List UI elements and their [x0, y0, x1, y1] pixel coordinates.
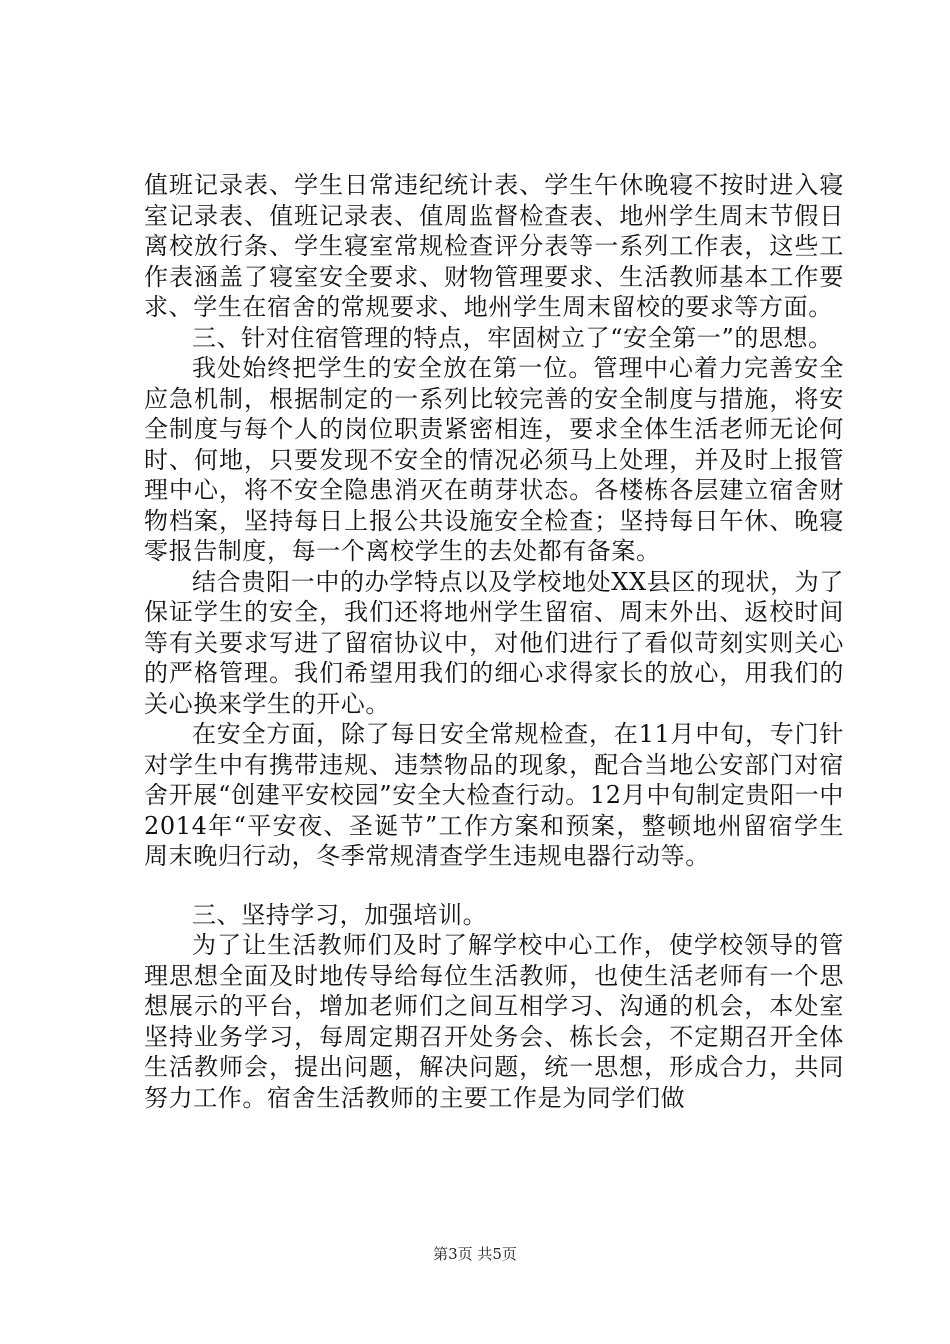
paragraph-4: 结合贵阳一中的办学特点以及学校地处XX县区的现状，为了保证学生的安全，我们还将地州学生留宿、周末外出、返校时间等有关要求写进了留宿协议中，对他们进行了看似苛刻实则关心的严格管理。我们希望用我们的细心求得家长的放心，用我们的关心换来学生的开心。: [144, 567, 844, 718]
page-number-footer: 第3页 共5页: [433, 1245, 517, 1263]
paragraph-2-heading: 三、针对住宿管理的特点，牢固树立了“安全第一”的思想。: [192, 323, 833, 352]
paragraph-7: 为了让生活教师们及时了解学校中心工作，使学校领导的管理思想全面及时地传导给每位生活教师，也使生活老师有一个思想展示的平台，增加老师们之间互相学习、沟通的机会，本处室坚持业务学习，每周定期召开处务会、栋长会，不定期召开全体生活教师会，提出问题，解决问题，统一思想，形成合力，共同努力工作。宿舍生活教师的主要工作是为同学们做: [144, 931, 844, 1112]
paragraph-3: 我处始终把学生的安全放在第一位。管理中心着力完善安全应急机制，根据制定的一系列比较完善的安全制度与措施，将安全制度与每个人的岗位职责紧密相连，要求全体生活老师无论何时、何地，只要发现不安全的情况必须马上处理，并及时上报管理中心，将不安全隐患消灭在萌芽状态。各楼栋各层建立宿舍财物档案，坚持每日上报公共设施安全检查；坚持每日午休、晚寝零报告制度，每一个离校学生的去处都有备案。: [144, 354, 844, 565]
paragraph-6-heading: 三、坚持学习，加强培训。: [192, 900, 488, 929]
paragraph-spacer: [144, 872, 844, 900]
paragraph-1: 值班记录表、学生日常违纪统计表、学生午休晚寝不按时进入寝室记录表、值班记录表、值周监督检查表、地州学生周末节假日离校放行条、学生寝室常规检查评分表等一系列工作表，这些工作表涵盖了寝室安全要求、财物管理要求、生活教师基本工作要求、学生在宿舍的常规要求、地州学生周末留校的要求等方面。: [144, 171, 844, 321]
paragraph-5: 在安全方面，除了每日安全常规检查，在11月中旬，专门针对学生中有携带违规、违禁物品的现象，配合当地公安部门对宿舍开展“创建平安校园”安全大检查行动。12月中旬制定贵阳一中2014年“平安夜、圣诞节”工作方案和预案，整顿地州留宿学生周末晚归行动，冬季常规清查学生违规电器行动等。: [144, 720, 844, 870]
document-body: [144, 170, 844, 1113]
